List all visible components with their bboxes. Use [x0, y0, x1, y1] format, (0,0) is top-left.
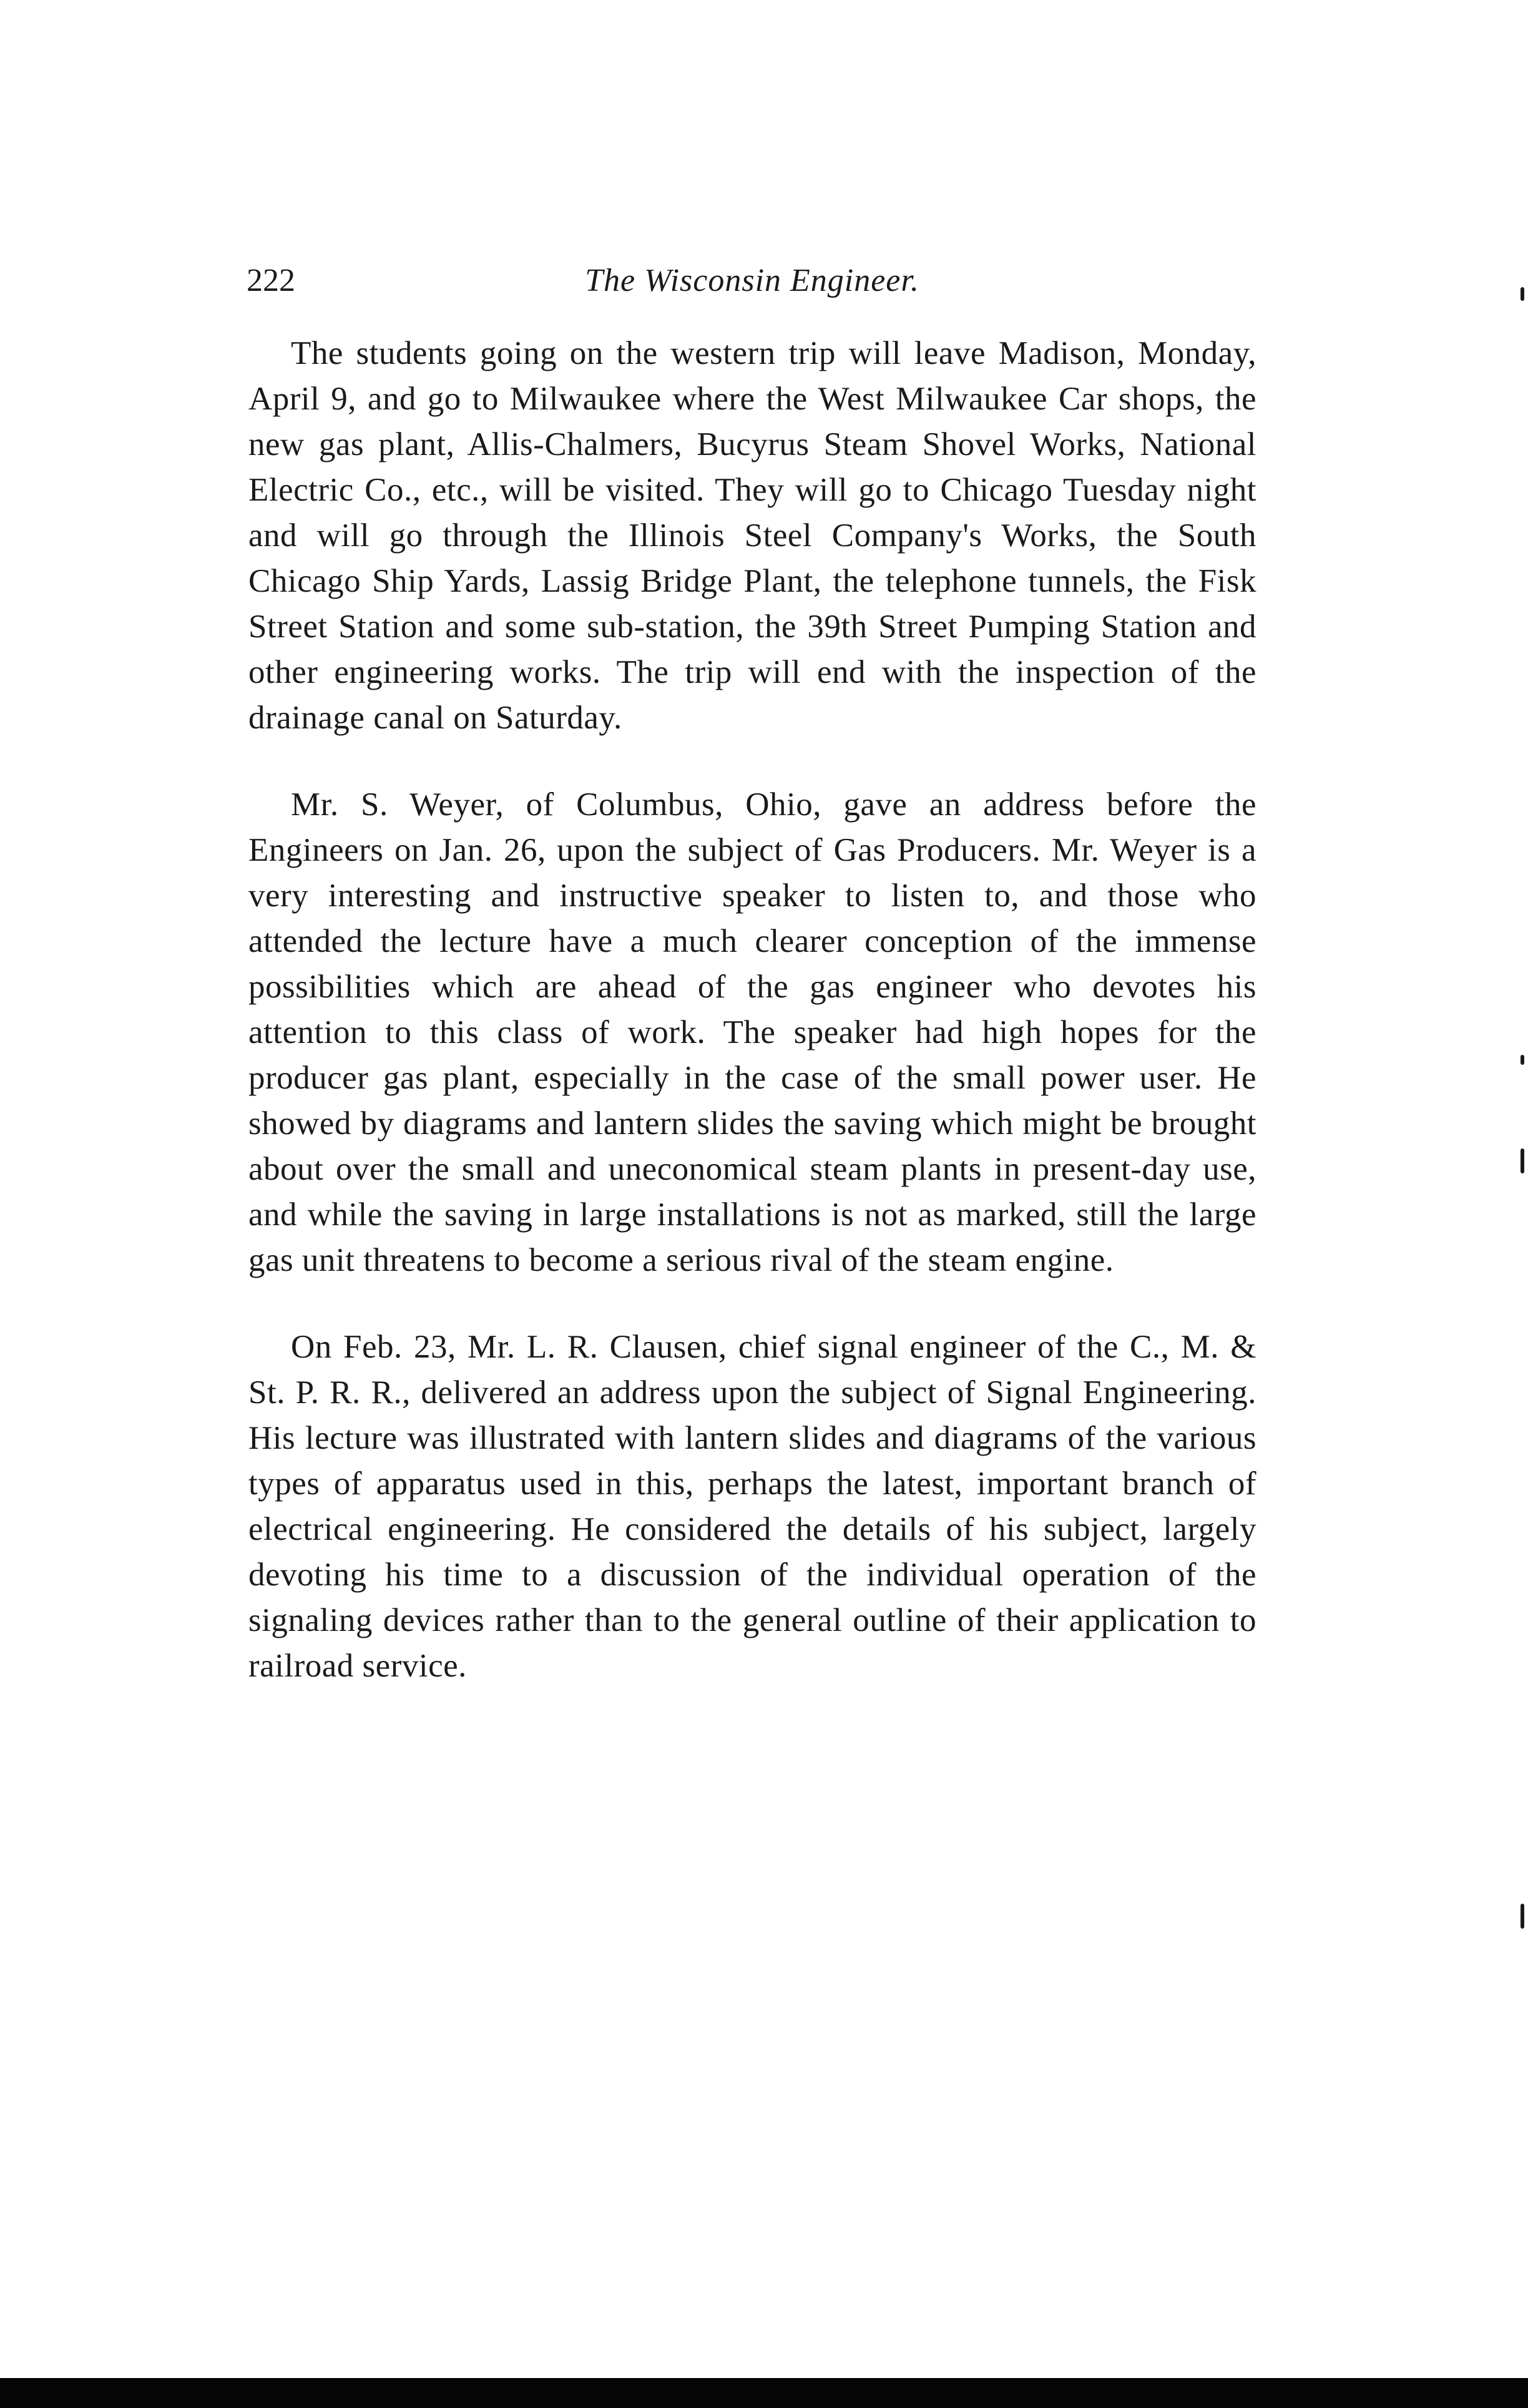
- running-title: The Wisconsin Engineer.: [585, 263, 919, 298]
- page-number: 222: [247, 263, 295, 298]
- scan-bottom-border: [0, 2378, 1528, 2408]
- scan-edge-mark: [1521, 1904, 1524, 1929]
- article-body: [248, 331, 1256, 1689]
- scan-edge-mark: [1521, 1055, 1524, 1065]
- paragraph-gas-producers-address: Mr. S. Weyer, of Columbus, Ohio, gave an address before the Engineers on Jan. 26, upon the subject of Gas Producers. Mr. Weyer is a very interesting and instructive speaker to listen to, and those who attended the lecture have a much clearer conception of the immense possibilities which are ahead of the gas engineer who devotes his attention to this class of work. The speaker had high hopes for the producer gas plant, especially in the case of the small power user. He showed by diagrams and lantern slides the saving which might be brought about over the small and uneconomical steam plants in present-day use, and while the saving in large installations is not as marked, still the large gas unit threatens to become a serious rival of the steam engine.: [248, 786, 1256, 1278]
- paragraph-western-trip: The students going on the western trip will leave Madison, Monday, April 9, and go to Milwaukee where the West Milwaukee Car shops, the new gas plant, Allis-Chalmers, Bucyrus Steam Shovel Works, National Electric Co., etc., will be visited. They will go to Chicago Tuesday night and will go through the Illinois Steel Company's Works, the South Chicago Ship Yards, Lassig Bridge Plant, the telephone tunnels, the Fisk Street Station and some sub-station, the 39th Street Pumping Station and other engineering works. The trip will end with the inspection of the drainage canal on Saturday.: [248, 335, 1256, 736]
- scan-edge-mark: [1521, 287, 1524, 301]
- paragraph-signal-engineering-address: On Feb. 23, Mr. L. R. Clausen, chief signal engineer of the C., M. & St. P. R. R., delivered an address upon the subject of Signal Engineering. His lecture was illustrated with lantern slides and diagrams of the various types of apparatus used in this, perhaps the latest, important branch of electrical engineering. He considered the details of his subject, largely devoting his time to a discussion of the individual operation of the signaling devices rather than to the general outline of their application to railroad service.: [248, 1329, 1256, 1684]
- page-header: [247, 262, 1258, 312]
- scan-edge-mark: [1521, 1148, 1524, 1173]
